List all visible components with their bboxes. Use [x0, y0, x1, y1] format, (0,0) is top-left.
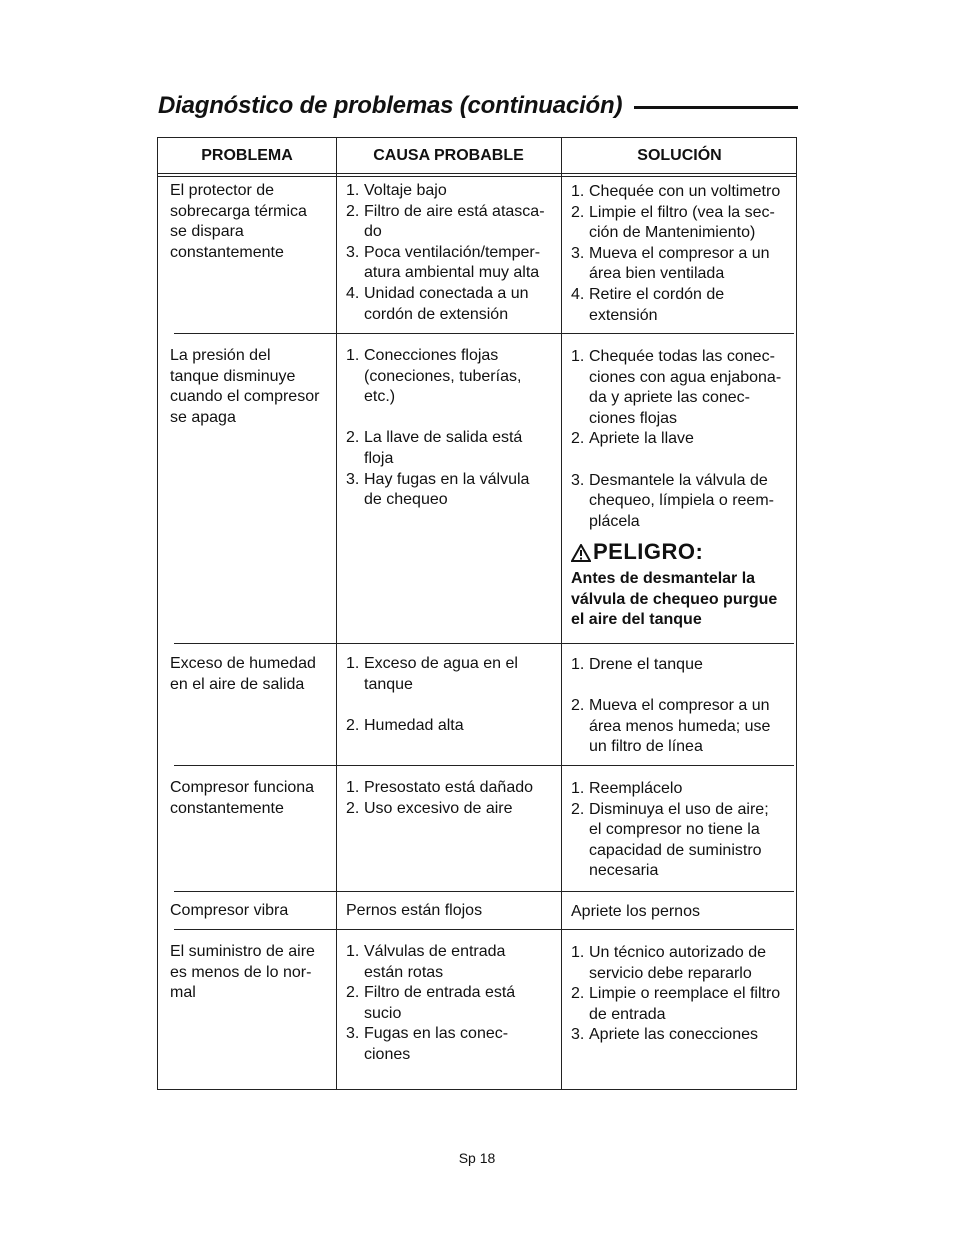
item-number: 3.	[571, 471, 585, 489]
item-number: 2.	[571, 203, 585, 221]
item-text: Filtro de aire está atasca- do	[364, 202, 545, 241]
item-number: 1.	[571, 656, 585, 673]
item-text: Conecciones flojas (coneciones, tuberías, etc.)	[364, 347, 522, 406]
header-problem: PROBLEMA	[201, 147, 293, 164]
list-item	[571, 1025, 793, 1046]
problem-text: Compresor funciona constantemente	[170, 779, 315, 817]
item-number: 2.	[346, 799, 360, 817]
row-2-causes	[346, 346, 556, 511]
list-item	[346, 346, 556, 408]
item-number: 3.	[346, 1025, 360, 1043]
item-text: Humedad alta	[364, 716, 464, 734]
troubleshooting-table	[157, 137, 797, 1090]
page-title-row	[158, 88, 798, 124]
item-number: 1.	[346, 655, 360, 672]
list-item	[571, 984, 793, 1025]
row-3-solutions	[571, 655, 793, 758]
list-item	[571, 943, 793, 984]
item-text: Válvulas de entrada están rotas	[364, 943, 506, 981]
item-number: 2.	[571, 800, 585, 818]
list-item	[571, 779, 793, 800]
column-divider	[336, 138, 337, 1089]
item-number: 1.	[346, 182, 360, 199]
item-text: Disminuya el uso de aire; el compresor no tiene la capacidad de suministro necesaria	[589, 800, 769, 880]
row-5-problem	[170, 901, 332, 922]
title-rule	[634, 106, 798, 109]
item-text: Limpie el filtro (vea la sec- ción de Mantenimiento)	[589, 203, 775, 242]
list-item	[571, 696, 793, 758]
list-spacer	[571, 450, 793, 471]
item-text: La llave de salida está floja	[364, 429, 523, 467]
danger-label: PELIGRO:	[593, 539, 704, 565]
item-number: 1.	[571, 780, 585, 797]
header-solution: SOLUCIÓN	[637, 147, 722, 164]
item-number: 2.	[346, 202, 360, 220]
item-number: 1.	[346, 943, 360, 960]
row-4-problem	[170, 778, 332, 819]
list-item	[571, 285, 793, 326]
list-item	[571, 182, 793, 203]
item-text: Retire el cordón de extensión	[589, 285, 725, 324]
row-divider	[174, 643, 794, 644]
row-3-problem	[170, 654, 332, 695]
list-spacer	[346, 408, 556, 429]
list-item	[571, 655, 793, 676]
list-item	[346, 778, 556, 799]
list-item	[346, 428, 556, 469]
list-item	[571, 471, 793, 533]
row-2-solutions	[571, 347, 793, 631]
row-3-causes	[346, 654, 556, 736]
header-divider	[158, 176, 796, 177]
row-6-solutions	[571, 943, 793, 1046]
row-1-problem	[170, 181, 332, 263]
item-number: 4.	[571, 285, 585, 303]
list-item	[571, 429, 793, 450]
item-text: Mueva el compresor a un área menos humeda; use un filtro de línea	[589, 697, 771, 756]
list-item	[346, 202, 556, 243]
item-text: Apriete las conecciones	[589, 1026, 758, 1044]
list-item	[346, 284, 556, 325]
item-text: Uso excesivo de aire	[364, 799, 513, 817]
item-number: 3.	[571, 1026, 585, 1044]
page-number: Sp 18	[458, 1150, 496, 1166]
list-item	[346, 181, 556, 202]
item-text: Limpie o reemplace el filtro de entrada	[589, 985, 781, 1023]
item-text: Un técnico autorizado de servicio debe repararlo	[589, 944, 766, 982]
item-number: 1.	[571, 183, 585, 200]
row-2-problem	[170, 346, 332, 428]
item-text: Desmantele la válvula de chequeo, límpiela o reem- plácela	[589, 471, 774, 530]
row-5-solution	[571, 902, 793, 923]
list-item	[346, 942, 556, 983]
row-6-problem	[170, 942, 332, 1004]
item-number: 2.	[346, 429, 360, 447]
list-item	[571, 203, 793, 244]
item-number: 2.	[571, 985, 585, 1003]
item-number: 3.	[346, 243, 360, 261]
row-4-causes	[346, 778, 556, 819]
list-item	[346, 470, 556, 511]
row-5-cause	[346, 901, 556, 922]
item-text: Apriete la llave	[589, 430, 694, 448]
item-text: Hay fugas en la válvula de chequeo	[364, 470, 530, 509]
item-number: 1.	[571, 944, 585, 961]
item-text: Reemplácelo	[589, 780, 683, 797]
row-1-solutions	[571, 182, 793, 326]
problem-text: La presión del tanque disminuye cuando el compresor se apaga	[170, 347, 320, 426]
list-item	[346, 716, 556, 737]
row-divider	[174, 765, 794, 766]
item-text: Fugas en las conec- ciones	[364, 1025, 509, 1063]
row-6-causes	[346, 942, 556, 1066]
item-number: 3.	[346, 470, 360, 488]
item-text: Unidad conectada a un cordón de extensión	[364, 284, 529, 323]
item-text: Presostato está dañado	[364, 779, 534, 796]
item-text: Drene el tanque	[589, 656, 703, 673]
list-item	[571, 800, 793, 882]
header-cause: CAUSA PROBABLE	[373, 147, 524, 164]
item-number: 1.	[571, 348, 585, 365]
row-4-solutions	[571, 779, 793, 882]
list-spacer	[346, 695, 556, 716]
row-divider	[174, 929, 794, 930]
page-title: Diagnóstico de problemas (continuación)	[158, 92, 623, 119]
problem-text: El suministro de aire es menos de lo nor- mal	[170, 943, 315, 1002]
column-divider	[561, 138, 562, 1089]
row-divider	[174, 891, 794, 892]
list-item	[346, 799, 556, 820]
item-text: Chequée con un voltimetro	[589, 183, 781, 200]
item-text: Chequée todas las conec- ciones con agua enjabona- da y apriete las conec- ciones flojas	[589, 348, 782, 427]
row-divider	[174, 333, 794, 334]
item-text: Poca ventilación/temper- atura ambiental muy alta	[364, 243, 541, 282]
list-item	[571, 347, 793, 429]
list-item	[346, 1024, 556, 1065]
item-number: 4.	[346, 284, 360, 302]
row-1-causes	[346, 181, 556, 325]
list-spacer	[571, 676, 793, 697]
solution-text: Apriete los pernos	[571, 903, 700, 920]
list-item	[571, 244, 793, 285]
item-number: 1.	[346, 347, 360, 364]
warning-triangle-icon	[571, 544, 591, 562]
item-number: 2.	[571, 697, 585, 715]
list-item	[346, 983, 556, 1024]
danger-text: Antes de desmantelar la válvula de chequeo purgue el aire del tanque	[571, 569, 778, 629]
danger-warning-heading	[571, 539, 793, 565]
table-header	[158, 138, 796, 174]
item-number: 2.	[571, 430, 585, 448]
list-item	[346, 243, 556, 284]
list-item	[346, 654, 556, 695]
item-number: 3.	[571, 244, 585, 262]
problem-text: El protector de sobrecarga térmica se dispara constantemente	[170, 182, 307, 261]
cause-text: Pernos están flojos	[346, 902, 483, 919]
item-number: 1.	[346, 779, 360, 796]
problem-text: Compresor vibra	[170, 902, 289, 919]
item-text: Filtro de entrada está sucio	[364, 984, 516, 1022]
item-text: Exceso de agua en el tanque	[364, 655, 518, 693]
item-number: 2.	[346, 716, 360, 734]
item-text: Mueva el compresor a un área bien ventilada	[589, 244, 770, 283]
item-number: 2.	[346, 984, 360, 1002]
problem-text: Exceso de humedad en el aire de salida	[170, 655, 316, 693]
item-text: Voltaje bajo	[364, 182, 447, 199]
